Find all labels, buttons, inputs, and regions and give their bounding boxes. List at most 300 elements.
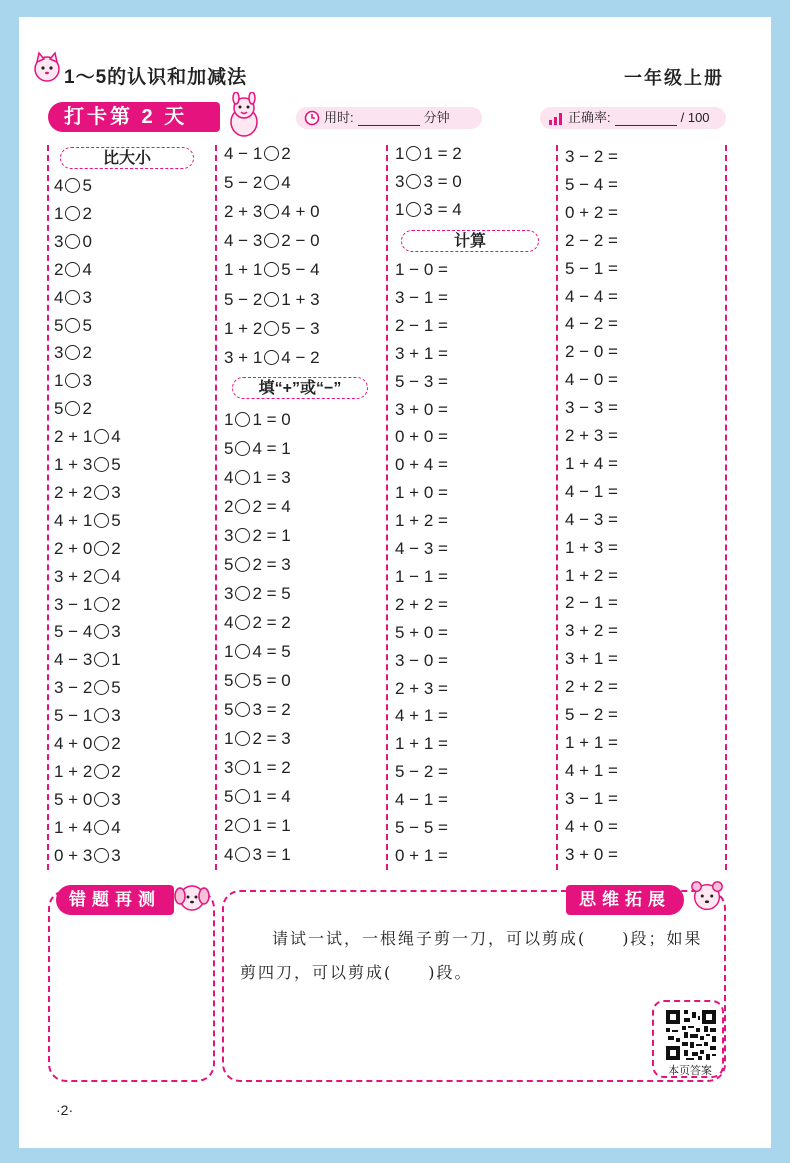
exercise-row [54, 788, 121, 812]
answer-circle[interactable] [94, 848, 109, 863]
expression-left: 2 + 2 [54, 482, 93, 502]
expression-right: 5 [111, 455, 121, 474]
exercise-row [395, 342, 448, 366]
expression-right: 4 [281, 173, 291, 193]
exercise-row [565, 815, 618, 839]
calc-expression: 2 − 1 = [565, 593, 618, 613]
exercise-row [395, 816, 448, 840]
expression-left: 1 + 3 [54, 455, 93, 474]
expression-left: 4 + 1 [54, 510, 93, 530]
calc-expression: 0 + 2 = [565, 202, 618, 222]
answer-circle[interactable] [264, 262, 279, 277]
exercise-row [54, 565, 121, 589]
exercise-row [54, 844, 121, 868]
exercise-row [565, 508, 618, 532]
exercise-row [395, 170, 462, 194]
expression-right: 2 − 0 [281, 231, 320, 251]
expression-right: 2 = 5 [252, 584, 291, 603]
answer-circle[interactable] [94, 624, 109, 639]
exercise-row [395, 314, 448, 338]
exercise-row [224, 611, 291, 635]
expression-left: 3 + 2 [54, 566, 93, 586]
answer-circle[interactable] [94, 569, 109, 584]
exercise-row [224, 727, 291, 751]
exercise-row [54, 397, 92, 421]
answer-circle[interactable] [94, 429, 109, 444]
time-pill [296, 107, 482, 129]
answer-circle[interactable] [235, 673, 250, 688]
exercise-row [54, 453, 121, 477]
expression-left: 5 − 4 [54, 622, 93, 642]
exercise-row [395, 565, 448, 589]
exercise-row [54, 509, 121, 533]
answer-circle[interactable] [94, 820, 109, 835]
expression-right: 3 = 2 [252, 700, 291, 719]
thinking-tab: 思维拓展 [566, 885, 684, 915]
exercise-row [224, 756, 291, 780]
expression-right: 1 = 2 [252, 758, 291, 777]
exercise-row [395, 593, 448, 617]
expression-right: 3 = 1 [252, 845, 291, 864]
exercise-row [565, 759, 618, 783]
answer-circle[interactable] [264, 146, 279, 161]
expression-left: 4 [224, 613, 234, 632]
answer-circle[interactable] [235, 731, 250, 746]
expression-right: 4 [82, 259, 92, 279]
expression-right: 3 [111, 622, 121, 642]
calc-expression: 1 − 1 = [395, 566, 448, 586]
answer-circle[interactable] [65, 345, 80, 360]
exercise-row [565, 201, 618, 225]
expression-left: 2 [54, 259, 64, 279]
expression-right: 2 [111, 734, 121, 753]
calc-expression: 3 + 1 = [565, 649, 618, 669]
answer-circle[interactable] [235, 818, 250, 833]
answer-circle[interactable] [264, 350, 279, 365]
answer-circle[interactable] [406, 174, 421, 189]
calc-expression: 1 + 1 = [565, 732, 618, 752]
expression-left: 1 + 1 [224, 260, 263, 280]
expression-left: 1 + 4 [54, 817, 93, 837]
answer-circle[interactable] [235, 586, 250, 601]
calc-expression: 5 − 2 = [565, 705, 618, 724]
thinking-prompt: 请试一试，一根绳子剪一刀，可以剪成( )段；如果剪四刀，可以剪成( )段。 [240, 929, 703, 982]
exercise-row [224, 466, 291, 490]
expression-right: 1 = 2 [423, 144, 462, 163]
chapter-title: 1～5的认识和加减法 [64, 67, 248, 88]
answer-circle[interactable] [65, 262, 80, 277]
answer-circle[interactable] [94, 708, 109, 723]
answer-circle[interactable] [94, 597, 109, 612]
expression-left: 3 [224, 758, 234, 777]
exercise-row [565, 480, 618, 504]
expression-right: 3 = 4 [423, 200, 462, 219]
answer-circle[interactable] [94, 792, 109, 807]
exercise-row [54, 286, 92, 310]
exercise-row [565, 787, 618, 811]
exercise-row [395, 649, 448, 673]
expression-left: 3 [224, 584, 234, 603]
exercise-row [395, 760, 448, 784]
expression-right: 3 [82, 287, 92, 307]
expression-left: 1 + 2 [54, 761, 93, 781]
expression-right: 2 [281, 144, 291, 163]
calc-expression: 5 − 2 = [395, 762, 448, 782]
expression-left: 2 + 3 [224, 202, 263, 222]
calc-expression: 1 + 1 = [395, 734, 448, 754]
exercise-row [395, 621, 448, 645]
expression-left: 5 [54, 315, 64, 335]
calc-expression: 2 + 2 = [395, 594, 448, 614]
expression-left: 5 [224, 439, 234, 458]
exercise-row [395, 677, 448, 701]
expression-left: 3 [54, 231, 64, 251]
expression-left: 5 [224, 787, 234, 806]
expression-left: 5 − 2 [224, 173, 263, 193]
expression-right: 5 [82, 176, 92, 195]
answer-circle[interactable] [235, 499, 250, 514]
expression-left: 5 [224, 555, 234, 574]
exercise-row [395, 425, 448, 449]
expression-left: 5 [224, 700, 234, 719]
exercise-row [395, 286, 448, 310]
exercise-row [224, 408, 291, 432]
calc-expression: 5 − 1 = [565, 258, 618, 278]
expression-right: 3 [111, 789, 121, 809]
qr-code-icon[interactable] [666, 1010, 716, 1060]
exercise-row [224, 553, 291, 577]
exercise-row [395, 198, 462, 222]
expression-left: 2 [224, 816, 234, 835]
calc-expression: 4 + 0 = [565, 816, 618, 836]
page-number: ·2· [56, 1102, 74, 1118]
exercise-row [565, 285, 618, 309]
exercise-row [395, 142, 462, 166]
answer-circle[interactable] [65, 290, 80, 305]
column-divider [556, 145, 558, 870]
answer-circle[interactable] [94, 513, 109, 528]
exercise-row [54, 593, 121, 617]
calc-expression: 0 + 1 = [395, 845, 448, 865]
exercise-row [224, 437, 291, 461]
exercise-row [565, 619, 618, 643]
expression-right: 1 + 3 [281, 289, 320, 309]
expression-left: 1 [224, 729, 234, 748]
expression-left: 3 [224, 526, 234, 545]
exercise-row [565, 536, 618, 560]
exercise-row [565, 173, 618, 197]
answer-circle[interactable] [235, 528, 250, 543]
calc-expression: 3 + 0 = [395, 399, 448, 419]
time-label: 用时: [324, 110, 354, 125]
expression-left: 1 [224, 410, 234, 429]
calc-expression: 4 − 1 = [395, 790, 448, 810]
exercise-row [54, 648, 121, 672]
exercise-row [54, 369, 92, 393]
column-divider [725, 145, 727, 870]
exercise-row [565, 731, 618, 755]
calc-expression: 3 + 2 = [565, 621, 618, 641]
answer-circle[interactable] [235, 615, 250, 630]
exercise-row [395, 258, 448, 282]
answer-circle[interactable] [65, 206, 80, 221]
exercise-row [565, 564, 618, 588]
accuracy-total: / 100 [680, 110, 710, 125]
calc-expression: 5 − 3 = [395, 371, 448, 391]
exercise-row [565, 229, 618, 253]
bar-chart-icon [548, 110, 564, 126]
exercise-row [224, 288, 320, 312]
calc-expression: 4 + 1 = [395, 706, 448, 726]
expression-left: 4 [54, 176, 64, 195]
kangaroo-mascot-icon [218, 92, 270, 140]
calc-expression: 1 + 2 = [395, 511, 448, 531]
calc-expression: 3 − 2 = [565, 147, 618, 166]
expression-left: 2 + 1 [54, 427, 93, 447]
expression-left: 3 − 1 [54, 594, 93, 614]
exercise-row [54, 481, 121, 505]
exercise-row [224, 640, 291, 664]
exercise-row [565, 843, 618, 867]
exercise-row [395, 398, 448, 422]
answer-circle[interactable] [65, 401, 80, 416]
expression-right: 4 = 5 [252, 642, 291, 661]
calc-expression: 4 + 1 = [565, 760, 618, 780]
expression-left: 5 [54, 399, 64, 419]
expression-left: 3 − 2 [54, 678, 93, 698]
expression-right: 0 [82, 231, 92, 251]
answer-circle[interactable] [94, 764, 109, 779]
exercise-row [54, 174, 92, 198]
exercise-row [395, 732, 448, 756]
cat-mascot-icon [30, 50, 64, 84]
calc-expression: 0 + 0 = [395, 427, 448, 447]
exercise-row [224, 346, 320, 370]
exercise-row [565, 312, 618, 336]
exercise-row [395, 844, 448, 868]
calc-expression: 4 − 2 = [565, 314, 618, 334]
expression-right: 4 [111, 427, 121, 447]
answer-circle[interactable] [94, 652, 109, 667]
expression-right: 1 [111, 650, 121, 670]
exercise-row [54, 425, 121, 449]
expression-right: 2 [111, 594, 121, 614]
expression-left: 4 − 3 [54, 650, 93, 670]
expression-left: 5 [224, 671, 234, 690]
calc-expression: 1 + 2 = [565, 565, 618, 585]
accuracy-pill [540, 107, 726, 129]
calc-expression: 1 + 4 = [565, 453, 618, 473]
exercise-row [224, 142, 291, 166]
column-divider [215, 145, 217, 870]
expression-right: 5 − 4 [281, 260, 320, 280]
exercise-row [224, 171, 291, 195]
expression-right: 5 − 3 [281, 318, 320, 338]
column-divider [47, 145, 49, 870]
calc-expression: 4 − 4 = [565, 286, 618, 306]
calc-expression: 3 + 0 = [565, 844, 618, 864]
answer-circle[interactable] [235, 441, 250, 456]
exercise-row [224, 524, 291, 548]
answer-circle[interactable] [235, 644, 250, 659]
calc-expression: 0 + 4 = [395, 455, 448, 475]
exercise-row [565, 145, 618, 169]
answer-circle[interactable] [406, 202, 421, 217]
column-divider [386, 145, 388, 870]
exercise-row [224, 495, 291, 519]
exercise-row [395, 509, 448, 533]
answer-circle[interactable] [65, 373, 80, 388]
expression-right: 3 [111, 845, 121, 865]
answer-circle[interactable] [264, 321, 279, 336]
answer-circle[interactable] [65, 318, 80, 333]
expression-left: 4 − 3 [224, 231, 263, 251]
section-compare: 比大小 [60, 147, 194, 169]
expression-right: 3 [111, 482, 121, 502]
answer-circle[interactable] [65, 234, 80, 249]
dog-mascot-icon [172, 880, 212, 914]
exercise-row [565, 647, 618, 671]
exercise-row [54, 760, 121, 784]
expression-left: 0 + 3 [54, 845, 93, 865]
expression-right: 2 [82, 343, 92, 363]
expression-right: 2 = 1 [252, 526, 291, 545]
accuracy-blank[interactable] [615, 111, 677, 126]
time-unit: 分钟 [423, 110, 450, 125]
expression-left: 5 + 0 [54, 789, 93, 809]
answer-circle[interactable] [94, 485, 109, 500]
expression-right: 1 = 0 [252, 410, 291, 429]
expression-right: 2 [82, 399, 92, 419]
calc-expression: 5 − 4 = [565, 174, 618, 194]
calc-expression: 4 − 3 = [395, 539, 448, 558]
exercise-row [54, 732, 121, 756]
expression-right: 3 [111, 706, 121, 726]
answer-circle[interactable] [264, 204, 279, 219]
exercise-row [224, 582, 291, 606]
expression-left: 5 − 1 [54, 706, 93, 726]
calc-expression: 3 − 1 = [395, 287, 448, 307]
expression-right: 2 = 3 [252, 555, 291, 574]
expression-left: 4 [54, 287, 64, 307]
exercise-row [565, 424, 618, 448]
answer-circle[interactable] [94, 736, 109, 751]
expression-left: 5 − 2 [224, 289, 263, 309]
answer-circle[interactable] [406, 146, 421, 161]
exercise-row [54, 816, 121, 840]
expression-left: 2 + 0 [54, 538, 93, 558]
expression-right: 2 [111, 761, 121, 781]
calc-expression: 2 + 3 = [565, 426, 618, 445]
answer-circle[interactable] [235, 702, 250, 717]
bear-mascot-icon [688, 878, 726, 916]
exercise-row [224, 814, 291, 838]
exercise-row [224, 669, 291, 693]
expression-right: 5 = 0 [252, 671, 291, 690]
calc-expression: 5 + 0 = [395, 622, 448, 642]
exercise-row [224, 698, 291, 722]
section-calc: 计算 [401, 230, 539, 252]
expression-left: 4 [224, 468, 234, 487]
answer-circle[interactable] [65, 178, 80, 193]
answer-circle[interactable] [94, 457, 109, 472]
exercise-row [54, 314, 92, 338]
answer-circle[interactable] [264, 233, 279, 248]
exercise-row [224, 843, 291, 867]
expression-right: 1 = 1 [252, 816, 291, 835]
expression-right: 4 + 0 [281, 202, 320, 222]
exercise-row [565, 675, 618, 699]
exercise-row [565, 257, 618, 281]
expression-right: 2 = 3 [252, 729, 291, 748]
calc-expression: 4 − 0 = [565, 370, 618, 390]
exercise-row [54, 202, 92, 226]
expression-left: 4 [224, 845, 234, 864]
exercise-row [395, 453, 448, 477]
expression-left: 4 − 1 [224, 144, 263, 163]
answer-circle[interactable] [235, 557, 250, 572]
calc-expression: 3 − 0 = [395, 650, 448, 670]
exercise-row [224, 258, 320, 282]
expression-right: 5 [111, 678, 121, 698]
answer-circle[interactable] [235, 789, 250, 804]
calc-expression: 2 + 2 = [565, 677, 618, 697]
exercise-row [565, 368, 618, 392]
exercise-row [54, 258, 92, 282]
time-blank[interactable] [358, 111, 420, 126]
grade-label: 一年级上册 [624, 68, 724, 88]
expression-left: 3 [395, 172, 405, 191]
calc-expression: 4 − 1 = [565, 481, 618, 501]
answer-circle[interactable] [94, 680, 109, 695]
expression-right: 3 = 0 [423, 172, 462, 191]
calc-expression: 1 + 0 = [395, 483, 448, 503]
calc-expression: 5 − 5 = [395, 818, 448, 837]
exercise-row [565, 452, 618, 476]
review-box [48, 890, 215, 1082]
expression-right: 4 − 2 [281, 347, 320, 367]
exercise-row [565, 396, 618, 420]
review-tab: 错题再测 [56, 885, 174, 915]
answer-circle[interactable] [264, 292, 279, 307]
expression-right: 5 [111, 510, 121, 530]
answer-circle[interactable] [235, 760, 250, 775]
expression-left: 1 [224, 642, 234, 661]
accuracy-label: 正确率: [568, 110, 611, 125]
answer-circle[interactable] [235, 412, 250, 427]
exercise-row [224, 229, 320, 253]
expression-right: 3 [82, 371, 92, 391]
answer-circle[interactable] [94, 541, 109, 556]
answer-circle[interactable] [235, 470, 250, 485]
calc-expression: 1 − 0 = [395, 260, 448, 279]
expression-left: 4 + 0 [54, 734, 93, 753]
expression-right: 2 [111, 538, 121, 558]
exercise-row [395, 788, 448, 812]
answer-circle[interactable] [264, 175, 279, 190]
expression-right: 1 = 4 [252, 787, 291, 806]
expression-right: 4 = 1 [252, 439, 291, 458]
expression-left: 3 [54, 343, 64, 363]
exercise-row [565, 703, 618, 727]
exercise-row [54, 230, 92, 254]
calc-expression: 3 − 3 = [565, 398, 618, 418]
calc-expression: 3 + 1 = [395, 343, 448, 363]
exercise-row [54, 676, 121, 700]
answer-circle[interactable] [235, 847, 250, 862]
expression-left: 1 + 2 [224, 318, 263, 338]
day-banner: 打卡第 2 天 [48, 102, 220, 132]
